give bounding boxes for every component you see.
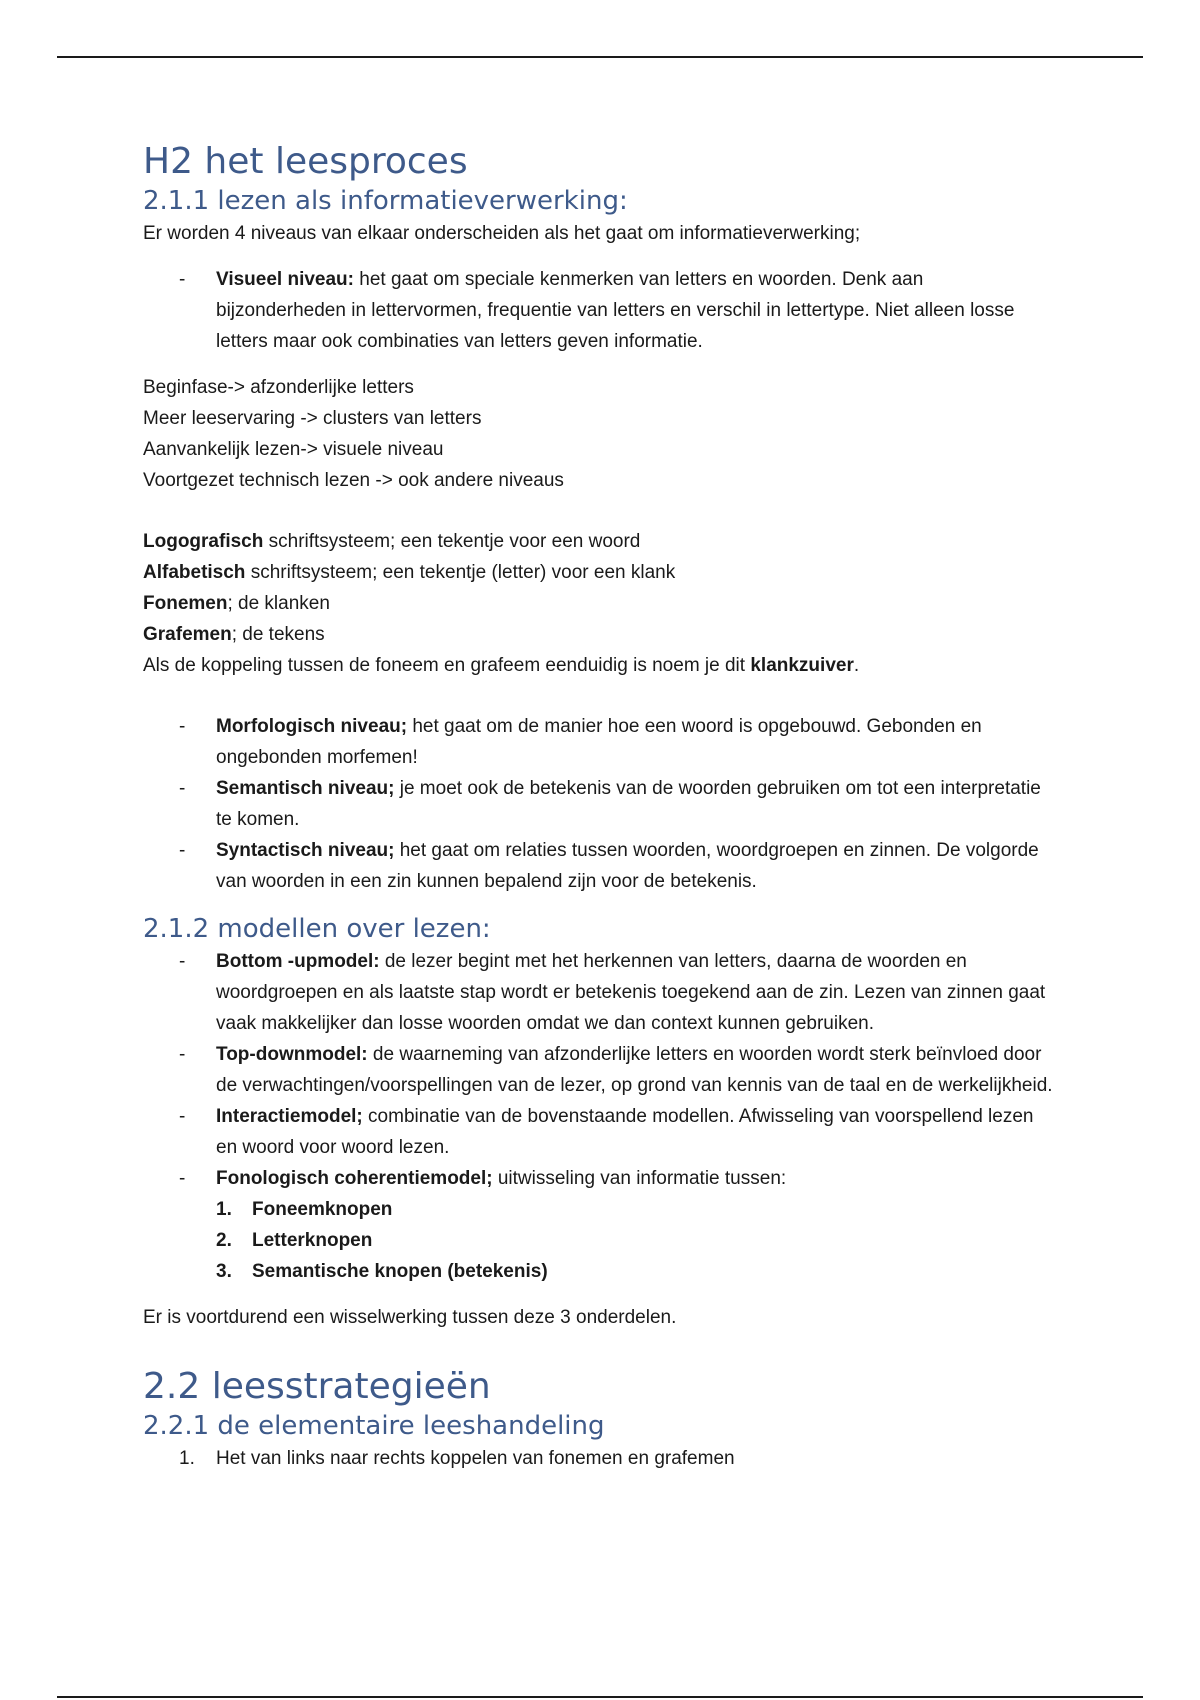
bullet-dash: - <box>179 1044 186 1065</box>
term-top-down: Top-downmodel: <box>216 1044 368 1065</box>
chapter-heading: H2 het leesproces <box>143 141 468 182</box>
knopen-label: Foneemknopen <box>252 1199 393 1220</box>
term-bold: Logografisch <box>143 531 264 552</box>
list-number: 3. <box>216 1261 232 1282</box>
term-text: schriftsysteem; een tekentje voor een woord <box>263 531 641 552</box>
koppeling-text: Als de koppeling tussen de foneem en grafeem eenduidig is noem je dit <box>143 655 751 676</box>
term-semantisch: Semantisch niveau; <box>216 778 395 799</box>
level-text: het gaat om de manier hoe een woord is opgebouwd. Gebonden en ongebonden morfemen! <box>216 716 982 768</box>
list-item-interactie <box>143 1101 1058 1163</box>
term-interactie: Interactiemodel; <box>216 1106 363 1127</box>
phase-line-4: Voortgezet technisch lezen -> ook andere niveaus <box>143 470 564 491</box>
phase-line-3: Aanvankelijk lezen-> visuele niveau <box>143 439 444 460</box>
bullet-dash: - <box>179 1106 186 1127</box>
section-heading-2-2: 2.2 leesstrategieën <box>143 1366 491 1407</box>
model-text: de lezer begint met het herkennen van letters, daarna de woorden en woordgroepen en als laatste stap wordt er betekenis toegekend aan de zin. Lezen van zinnen gaat vaak makkelijker dan losse woorden omdat we dan context kunnen gebruiken. <box>216 951 1046 1034</box>
closing-paragraph: Er is voortdurend een wisselwerking tussen deze 3 onderdelen. <box>143 1307 677 1328</box>
list-item-bottom-up <box>143 946 1058 1039</box>
term-bold: Alfabetisch <box>143 562 246 583</box>
list-number: 2. <box>216 1230 232 1251</box>
term-bold: Fonemen <box>143 593 228 614</box>
term-bottom-up: Bottom -upmodel: <box>216 951 380 972</box>
bullet-dash: - <box>179 269 186 290</box>
document-page <box>143 140 1058 1474</box>
models-list <box>143 946 1058 1194</box>
section-heading-2-1-1: 2.1.1 lezen als informatieverwerking: <box>143 186 628 216</box>
knopen-list <box>143 1194 1058 1287</box>
leeshandeling-list <box>143 1443 1058 1474</box>
knopen-item <box>143 1256 1058 1287</box>
visueel-text: het gaat om speciale kenmerken van letters en woorden. Denk aan bijzonderheden in lettervormen, frequentie van letters en verschil in lettertype. Niet alleen losse letters maar ook combinaties van letters geven informatie. <box>216 269 1015 352</box>
knopen-label: Semantische knopen (betekenis) <box>252 1261 548 1282</box>
term-syntactisch: Syntactisch niveau; <box>216 840 395 861</box>
list-number: 1. <box>216 1199 232 1220</box>
level-text: het gaat om relaties tussen woorden, woordgroepen en zinnen. De volgorde van woorden in een zin kunnen bepalend zijn voor de betekenis. <box>216 840 1039 892</box>
bullet-dash: - <box>179 1168 186 1189</box>
list-item-fonologisch <box>143 1163 1058 1194</box>
levels-list <box>143 711 1058 897</box>
term-line-alfabetisch <box>143 557 1058 588</box>
level-text: je moet ook de betekenis van de woorden gebruiken om tot een interpretatie te komen. <box>216 778 1041 830</box>
term-text: ; de klanken <box>227 593 330 614</box>
list-number: 1. <box>179 1448 195 1469</box>
koppeling-line <box>143 650 1058 681</box>
knopen-item <box>143 1194 1058 1225</box>
step-item <box>143 1443 1058 1474</box>
bullet-dash: - <box>179 716 186 737</box>
term-morfologisch: Morfologisch niveau; <box>216 716 408 737</box>
term-bold: Grafemen <box>143 624 232 645</box>
intro-paragraph: Er worden 4 niveaus van elkaar onderscheiden als het gaat om informatieverwerking; <box>143 223 861 244</box>
term-visueel: Visueel niveau: <box>216 269 354 290</box>
list-item-syntactisch <box>143 835 1058 897</box>
list-item-semantisch <box>143 773 1058 835</box>
model-text: de waarneming van afzonderlijke letters en woorden wordt sterk beïnvloed door de verwachtingen/voorspellingen van de lezer, op grond van kennis van de taal en de werkelijkheid. <box>216 1044 1053 1096</box>
footer-rule <box>57 1696 1143 1698</box>
bullet-dash: - <box>179 840 186 861</box>
list-item-visueel <box>143 264 1058 357</box>
phase-line-1: Beginfase-> afzonderlijke letters <box>143 377 414 398</box>
section-heading-2-1-2: 2.1.2 modellen over lezen: <box>143 914 491 944</box>
term-fonologisch: Fonologisch coherentiemodel; <box>216 1168 493 1189</box>
model-text: uitwisseling van informatie tussen: <box>492 1168 787 1189</box>
bullet-dash: - <box>179 951 186 972</box>
knopen-item <box>143 1225 1058 1256</box>
step-text: Het van links naar rechts koppelen van fonemen en grafemen <box>216 1448 735 1469</box>
term-line-grafemen <box>143 619 1058 650</box>
section-heading-2-2-1: 2.2.1 de elementaire leeshandeling <box>143 1411 605 1441</box>
term-text: schriftsysteem; een tekentje (letter) voor een klank <box>245 562 676 583</box>
knopen-label: Letterknopen <box>252 1230 373 1251</box>
phase-line-2: Meer leeservaring -> clusters van letters <box>143 408 482 429</box>
model-text: combinatie van de bovenstaande modellen. Afwisseling van voorspellend lezen en woord voor woord lezen. <box>216 1106 1034 1158</box>
term-text: ; de tekens <box>231 624 325 645</box>
bullet-dash: - <box>179 778 186 799</box>
list-item-morfologisch <box>143 711 1058 773</box>
term-line-fonemen <box>143 588 1058 619</box>
koppeling-end: . <box>853 655 860 676</box>
header-rule <box>57 56 1143 58</box>
list-item-top-down <box>143 1039 1058 1101</box>
term-klankzuiver: klankzuiver <box>750 655 854 676</box>
visueel-list <box>143 264 1058 357</box>
term-line-logografisch <box>143 526 1058 557</box>
